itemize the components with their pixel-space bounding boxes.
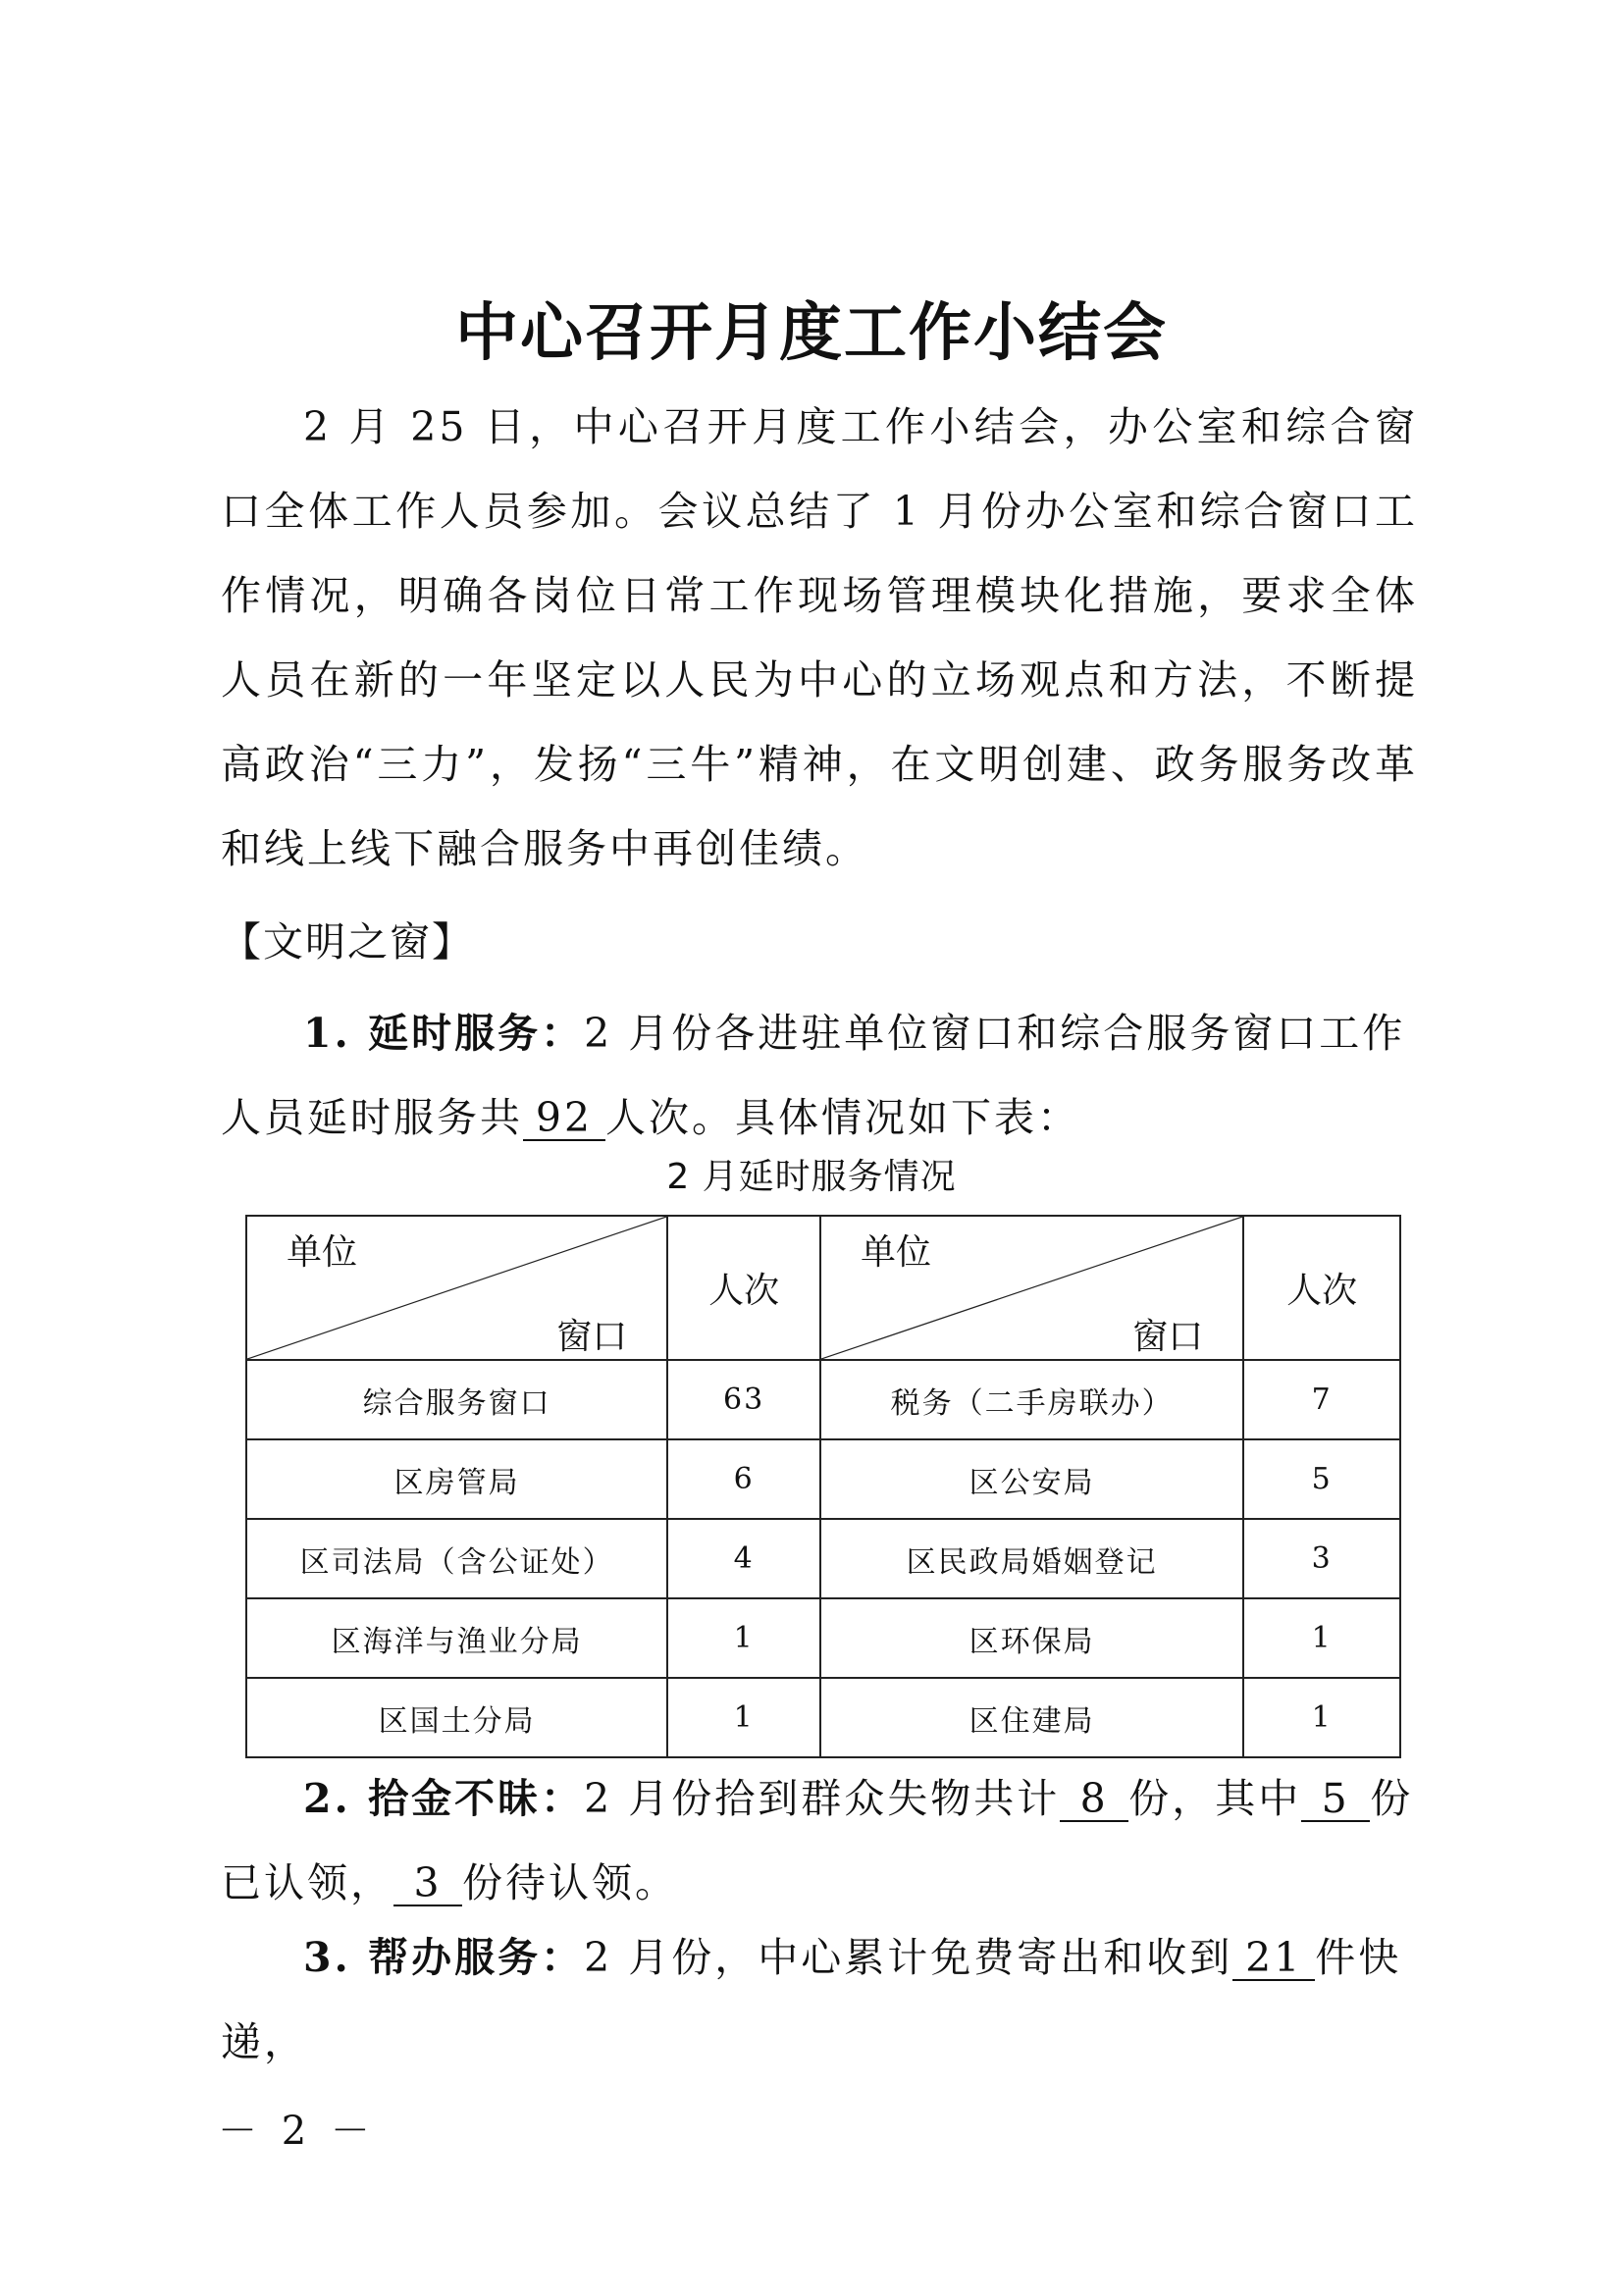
table-header-row <box>246 1216 1400 1360</box>
right-count: 1 <box>1243 1678 1400 1757</box>
left-count: 63 <box>667 1360 820 1439</box>
left-count: 1 <box>667 1678 820 1757</box>
header-unit-label: 单位 <box>287 1232 358 1273</box>
left-count: 6 <box>667 1439 820 1519</box>
item2-total: 8 <box>1060 1778 1128 1822</box>
intro-paragraph <box>221 385 1418 891</box>
item1-text-after: 人次。具体情况如下表： <box>605 1094 1080 1141</box>
header-window-label: 窗口 <box>1132 1317 1204 1357</box>
table-row <box>246 1678 1400 1757</box>
table-row <box>246 1598 1400 1678</box>
header-unit-label: 单位 <box>861 1232 932 1273</box>
header-window-label: 窗口 <box>556 1317 628 1357</box>
extended-service-table <box>245 1215 1401 1758</box>
item2-pending: 3 <box>393 1862 462 1906</box>
intro-text: 2 月 25 日，中心召开月度工作小结会，办公室和综合窗口全体工作人员参加。会议总结了 1 月份办公室和综合窗口工作情况，明确各岗位日常工作现场管理模块化措施，要求全体人员在新的一年坚定以人民为中心的立场观点和方法，不断提高政治“三力”，发扬“三牛”精神，在文明创建、政务服务改革和线上线下融合服务中再创佳绩。 <box>221 403 1418 872</box>
right-window-name: 区环保局 <box>820 1598 1243 1678</box>
right-window-name: 区民政局婚姻登记 <box>820 1519 1243 1598</box>
left-window-name: 区海洋与渔业分局 <box>246 1598 667 1678</box>
item3-count: 21 <box>1232 1937 1315 1981</box>
item1-text-before: 2 月份各进驻单位窗口和综合服务窗口工作人员延时服务共 <box>221 1010 1406 1141</box>
table-row <box>246 1360 1400 1439</box>
item2-text-d: 份待认领。 <box>462 1859 678 1906</box>
left-window-name: 区国土分局 <box>246 1678 667 1757</box>
right-count: 5 <box>1243 1439 1400 1519</box>
item2-text-c: 份已认领， <box>221 1775 1414 1906</box>
item-assisted-service <box>221 1915 1423 2084</box>
right-window-name: 税务（二手房联办） <box>820 1360 1243 1439</box>
item1-count: 92 <box>523 1097 605 1141</box>
right-window-name: 区住建局 <box>820 1678 1243 1757</box>
item3-lead: 3. 帮办服务： <box>303 1934 585 1981</box>
left-window-name: 综合服务窗口 <box>246 1360 667 1439</box>
item-extended-service <box>221 991 1423 1160</box>
item3-text-a: 2 月份，中心累计免费寄出和收到 <box>584 1934 1233 1981</box>
table-row <box>246 1439 1400 1519</box>
page-title: 中心召开月度工作小结会 <box>455 296 1168 370</box>
header-diagonal-cell-right <box>820 1216 1243 1360</box>
right-count: 3 <box>1243 1519 1400 1598</box>
header-diagonal-cell-left <box>246 1216 667 1360</box>
right-window-name: 区公安局 <box>820 1439 1243 1519</box>
item-lost-and-found <box>221 1756 1423 1925</box>
item1-lead: 1. 延时服务： <box>303 1010 585 1057</box>
table-caption: 2 月延时服务情况 <box>666 1157 957 1197</box>
right-count: 1 <box>1243 1598 1400 1678</box>
item3-text-b: 件快递， <box>221 1934 1402 2065</box>
page-number: － 2 － <box>218 2109 376 2154</box>
header-count-right: 人次 <box>1243 1216 1400 1360</box>
left-window-name: 区房管局 <box>246 1439 667 1519</box>
header-count-left: 人次 <box>667 1216 820 1360</box>
left-count: 1 <box>667 1598 820 1678</box>
table-row <box>246 1519 1400 1598</box>
item2-lead: 2. 拾金不昧： <box>303 1775 585 1822</box>
item2-text-b: 份，其中 <box>1128 1775 1302 1822</box>
right-count: 7 <box>1243 1360 1400 1439</box>
section-heading: 【文明之窗】 <box>221 918 474 965</box>
left-window-name: 区司法局（含公证处） <box>246 1519 667 1598</box>
item2-text-a: 2 月份拾到群众失物共计 <box>584 1775 1061 1822</box>
item2-claimed: 5 <box>1301 1778 1370 1822</box>
left-count: 4 <box>667 1519 820 1598</box>
